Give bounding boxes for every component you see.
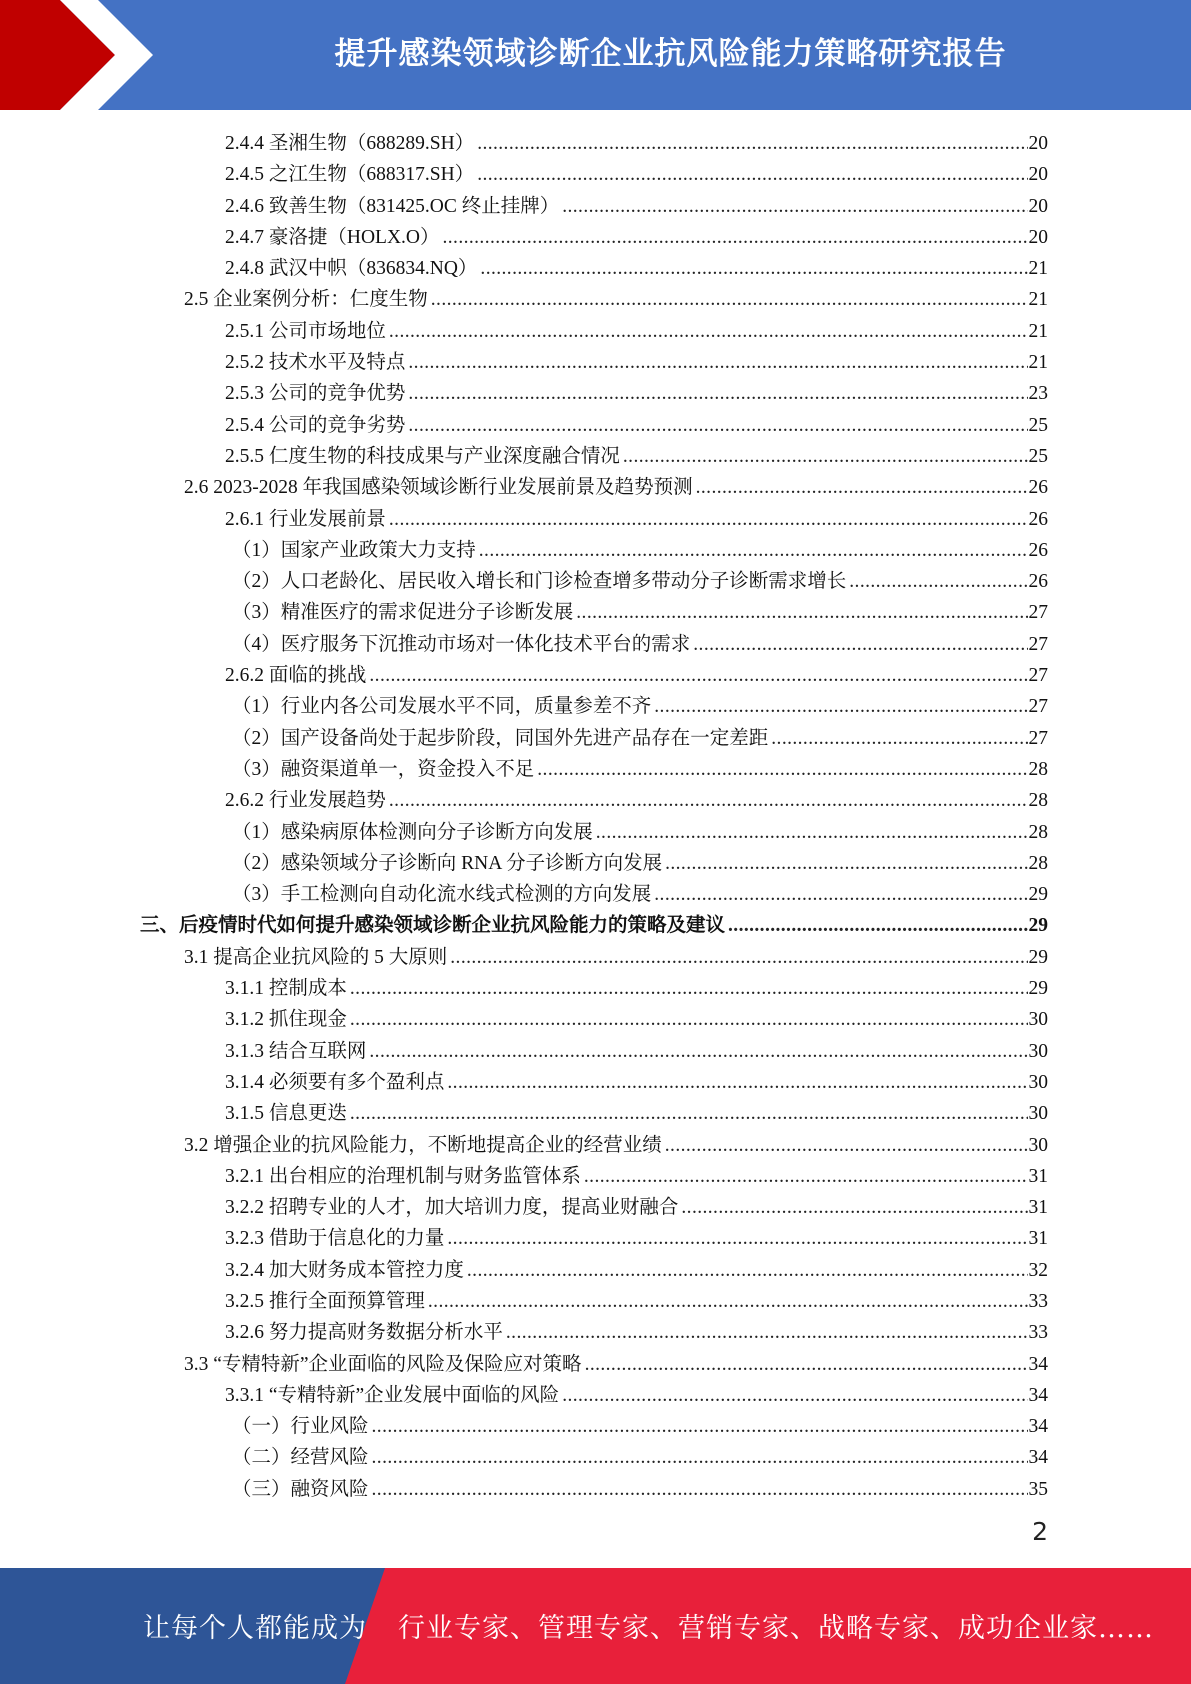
toc-leader-dots <box>389 504 1028 535</box>
toc-entry-page: 29 <box>1028 915 1048 937</box>
toc-leader-dots <box>450 942 1027 973</box>
toc-leader-dots <box>408 378 1027 409</box>
toc-entry-page: 26 <box>1028 539 1048 561</box>
toc-entry-label: 2.5.4 公司的竞争劣势 <box>225 414 406 436</box>
footer-slogan-left: 让每个人都能成为 <box>143 1613 367 1644</box>
toc-leader-dots <box>576 597 1027 628</box>
toc-entry[interactable] <box>140 1067 1048 1098</box>
toc-entry-page: 26 <box>1028 477 1048 499</box>
toc-entry-label: 2.6.2 面临的挑战 <box>225 665 367 687</box>
toc-leader-dots <box>696 472 1028 503</box>
toc-entry-page: 34 <box>1028 1416 1048 1438</box>
toc-entry[interactable] <box>140 191 1048 222</box>
toc-entry-label: （一）行业风险 <box>232 1416 369 1438</box>
toc-entry-label: （三）融资风险 <box>232 1478 369 1500</box>
toc-entry[interactable] <box>140 316 1048 347</box>
toc-entry-page: 21 <box>1028 352 1048 374</box>
toc-entry-label: （2）感染领域分子诊断向 RNA 分子诊断方向发展 <box>232 852 663 874</box>
toc-leader-dots <box>369 660 1027 691</box>
toc-entry[interactable] <box>140 222 1048 253</box>
toc-entry-page: 21 <box>1028 258 1048 280</box>
toc-leader-dots <box>428 1286 1028 1317</box>
toc-entry-label: 三、后疫情时代如何提升感染领域诊断企业抗风险能力的策略及建议 <box>140 915 726 937</box>
toc-entry-label: 3.2 增强企业的抗风险能力，不断地提高企业的经营业绩 <box>184 1134 662 1156</box>
toc-entry-page: 34 <box>1028 1353 1048 1375</box>
toc-entry-label: 3.2.3 借助于信息化的力量 <box>225 1228 445 1250</box>
toc-entry-page: 27 <box>1028 727 1048 749</box>
toc-entry-label: 3.2.5 推行全面预算管理 <box>225 1290 425 1312</box>
toc-leader-dots <box>585 1349 1028 1380</box>
page-header <box>0 0 1191 110</box>
toc-leader-dots <box>654 691 1027 722</box>
toc-entry-label: 3.1.1 控制成本 <box>225 978 347 1000</box>
toc-entry-page: 20 <box>1028 195 1048 217</box>
toc-leader-dots <box>681 1192 1027 1223</box>
toc-entry-page: 25 <box>1028 414 1048 436</box>
toc-entry-label: （2）人口老龄化、居民收入增长和门诊检查增多带动分子诊断需求增长 <box>232 571 847 593</box>
toc-entry[interactable] <box>140 535 1048 566</box>
toc-entry-page: 21 <box>1028 289 1048 311</box>
toc-leader-dots <box>372 1442 1028 1473</box>
toc-entry[interactable] <box>140 504 1048 535</box>
toc-leader-dots <box>372 1474 1028 1505</box>
toc-entry-label: （1）感染病原体检测向分子诊断方向发展 <box>232 821 593 843</box>
toc-entry[interactable] <box>140 910 1048 941</box>
toc-entry-label: 3.3 “专精特新”企业面临的风险及保险应对策略 <box>184 1353 582 1375</box>
toc-entry-page: 27 <box>1028 665 1048 687</box>
toc-leader-dots <box>447 1067 1027 1098</box>
toc-entry[interactable] <box>140 159 1048 190</box>
toc-entry[interactable] <box>140 754 1048 785</box>
toc-entry-label: 3.2.1 出台相应的治理机制与财务监管体系 <box>225 1165 581 1187</box>
toc-leader-dots <box>372 1411 1028 1442</box>
toc-entry-label: 2.5.2 技术水平及特点 <box>225 352 406 374</box>
toc-entry[interactable] <box>140 817 1048 848</box>
toc-leader-dots <box>467 1255 1028 1286</box>
toc-entry[interactable] <box>140 879 1048 910</box>
toc-entry[interactable] <box>140 1098 1048 1129</box>
footer-slogan-right: 行业专家、管理专家、营销专家、战略专家、成功企业家…… <box>398 1613 1154 1644</box>
toc-entry-page: 32 <box>1028 1259 1048 1281</box>
toc-entry-label: 3.2.4 加大财务成本管控力度 <box>225 1259 464 1281</box>
toc-leader-dots <box>477 128 1027 159</box>
toc-entry-page: 30 <box>1028 1071 1048 1093</box>
toc-entry-label: 2.6.1 行业发展前景 <box>225 508 386 530</box>
toc-leader-dots <box>665 848 1027 879</box>
toc-entry[interactable] <box>140 378 1048 409</box>
toc-leader-dots <box>447 1223 1027 1254</box>
toc-leader-dots <box>369 1036 1027 1067</box>
toc-entry-page: 29 <box>1028 978 1048 1000</box>
toc-leader-dots <box>728 910 1027 941</box>
toc-entry-label: 2.4.7 豪洛捷（HOLX.O） <box>225 226 440 248</box>
toc-leader-dots <box>584 1161 1028 1192</box>
toc-entry-page: 28 <box>1028 790 1048 812</box>
toc-leader-dots <box>408 347 1027 378</box>
toc-entry-page: 33 <box>1028 1290 1048 1312</box>
toc-entry-page: 27 <box>1028 696 1048 718</box>
toc-entry[interactable] <box>140 410 1048 441</box>
toc-leader-dots <box>562 1380 1027 1411</box>
toc-entry[interactable] <box>140 785 1048 816</box>
toc-entry-label: （3）手工检测向自动化流水线式检测的方向发展 <box>232 884 652 906</box>
toc-entry-page: 28 <box>1028 821 1048 843</box>
report-title: 提升感染领域诊断企业抗风险能力策略研究报告 <box>334 36 1007 72</box>
toc-entry[interactable] <box>140 1161 1048 1192</box>
toc-leader-dots <box>389 316 1028 347</box>
toc-entry-label: 2.4.5 之江生物（688317.SH） <box>225 164 475 186</box>
toc-entry[interactable] <box>140 691 1048 722</box>
toc-entry-page: 23 <box>1028 383 1048 405</box>
toc-entry-label: 3.2.2 招聘专业的人才，加大培训力度，提高业财融合 <box>225 1197 679 1219</box>
toc-entry[interactable] <box>140 597 1048 628</box>
toc-entry-label: 2.5.5 仁度生物的科技成果与产业深度融合情况 <box>225 445 620 467</box>
toc-entry-page: 31 <box>1028 1197 1048 1219</box>
toc-entry-page: 31 <box>1028 1228 1048 1250</box>
toc-leader-dots <box>537 754 1027 785</box>
toc-entry-page: 29 <box>1028 946 1048 968</box>
toc-leader-dots <box>479 535 1028 566</box>
page-footer <box>0 1568 1191 1684</box>
toc-leader-dots <box>408 410 1027 441</box>
toc-entry[interactable] <box>140 723 1048 754</box>
toc-leader-dots <box>506 1317 1028 1348</box>
toc-entry-page: 21 <box>1028 320 1048 342</box>
toc-entry-page: 20 <box>1028 164 1048 186</box>
toc-entry-page: 30 <box>1028 1040 1048 1062</box>
toc-entry[interactable] <box>140 253 1048 284</box>
table-of-contents <box>140 128 1048 1505</box>
toc-leader-dots <box>443 222 1028 253</box>
toc-entry-label: 3.1.3 结合互联网 <box>225 1040 367 1062</box>
toc-entry-page: 27 <box>1028 602 1048 624</box>
toc-entry-page: 30 <box>1028 1134 1048 1156</box>
toc-leader-dots <box>771 723 1027 754</box>
toc-entry[interactable] <box>140 1349 1048 1380</box>
toc-entry[interactable] <box>140 472 1048 503</box>
toc-entry-page: 28 <box>1028 852 1048 874</box>
toc-entry[interactable] <box>140 1411 1048 1442</box>
toc-entry-label: 2.6.2 行业发展趋势 <box>225 790 386 812</box>
toc-entry[interactable] <box>140 660 1048 691</box>
toc-entry[interactable] <box>140 1286 1048 1317</box>
toc-entry-label: 3.1.4 必须要有多个盈利点 <box>225 1071 445 1093</box>
toc-leader-dots <box>623 441 1028 472</box>
toc-entry-page: 27 <box>1028 633 1048 655</box>
toc-entry-page: 20 <box>1028 133 1048 154</box>
toc-entry-label: 3.1.2 抓住现金 <box>225 1009 347 1031</box>
toc-entry[interactable] <box>140 566 1048 597</box>
toc-entry[interactable] <box>140 629 1048 660</box>
toc-entry-page: 26 <box>1028 508 1048 530</box>
toc-leader-dots <box>389 785 1028 816</box>
toc-leader-dots <box>849 566 1027 597</box>
toc-entry[interactable] <box>140 1223 1048 1254</box>
toc-entry-page: 33 <box>1028 1322 1048 1344</box>
toc-entry-page: 31 <box>1028 1165 1048 1187</box>
page-number: 2 <box>1032 1517 1048 1546</box>
toc-entry[interactable] <box>140 1474 1048 1505</box>
toc-entry[interactable] <box>140 942 1048 973</box>
toc-entry[interactable] <box>140 1130 1048 1161</box>
toc-entry-label: 2.4.6 致善生物（831425.OC 终止挂牌） <box>225 195 560 217</box>
toc-entry-page: 25 <box>1028 445 1048 467</box>
toc-entry[interactable] <box>140 1317 1048 1348</box>
toc-leader-dots <box>350 1004 1028 1035</box>
toc-entry[interactable] <box>140 128 1048 159</box>
toc-entry-label: （3）融资渠道单一，资金投入不足 <box>232 758 535 780</box>
toc-leader-dots <box>350 1098 1028 1129</box>
toc-entry-page: 26 <box>1028 571 1048 593</box>
toc-entry-label: 3.1 提高企业抗风险的 5 大原则 <box>184 946 448 968</box>
toc-entry-label: （1）行业内各公司发展水平不同，质量参差不齐 <box>232 696 652 718</box>
toc-leader-dots <box>480 253 1027 284</box>
toc-entry-page: 30 <box>1028 1009 1048 1031</box>
toc-leader-dots <box>693 629 1027 660</box>
toc-entry-label: （1）国家产业政策大力支持 <box>232 539 476 561</box>
toc-leader-dots <box>654 879 1027 910</box>
toc-entry-label: （3）精准医疗的需求促进分子诊断发展 <box>232 602 574 624</box>
toc-entry-page: 20 <box>1028 226 1048 248</box>
toc-leader-dots <box>477 159 1027 190</box>
toc-entry-label: （4）医疗服务下沉推动市场对一体化技术平台的需求 <box>232 633 691 655</box>
toc-entry[interactable] <box>140 347 1048 378</box>
toc-entry-page: 29 <box>1028 884 1048 906</box>
toc-entry-label: 2.4.8 武汉中帜（836834.NQ） <box>225 258 478 280</box>
toc-entry[interactable] <box>140 1442 1048 1473</box>
toc-entry[interactable] <box>140 284 1048 315</box>
toc-entry-page: 34 <box>1028 1384 1048 1406</box>
toc-leader-dots <box>431 284 1028 315</box>
toc-entry-label: 2.5.1 公司市场地位 <box>225 320 386 342</box>
toc-leader-dots <box>350 973 1028 1004</box>
toc-entry-label: （2）国产设备尚处于起步阶段，同国外先进产品存在一定差距 <box>232 727 769 749</box>
toc-entry-label: 3.3.1 “专精特新”企业发展中面临的风险 <box>225 1384 560 1406</box>
toc-entry[interactable] <box>140 1255 1048 1286</box>
toc-entry-label: 2.5 企业案例分析：仁度生物 <box>184 289 428 311</box>
toc-entry-page: 30 <box>1028 1103 1048 1125</box>
toc-entry-page: 35 <box>1028 1478 1048 1500</box>
toc-entry-label: 2.4.4 圣湘生物（688289.SH） <box>225 133 475 154</box>
toc-entry-page: 28 <box>1028 758 1048 780</box>
toc-entry-label: （二）经营风险 <box>232 1447 369 1469</box>
toc-entry[interactable] <box>140 1036 1048 1067</box>
toc-entry[interactable] <box>140 973 1048 1004</box>
toc-entry-label: 2.6 2023-2028 年我国感染领域诊断行业发展前景及趋势预测 <box>184 477 693 499</box>
toc-entry[interactable] <box>140 1004 1048 1035</box>
toc-entry[interactable] <box>140 1192 1048 1223</box>
toc-entry-label: 3.1.5 信息更迭 <box>225 1103 347 1125</box>
toc-entry-page: 34 <box>1028 1447 1048 1469</box>
toc-entry-label: 2.5.3 公司的竞争优势 <box>225 383 406 405</box>
toc-entry-label: 3.2.6 努力提高财务数据分析水平 <box>225 1322 503 1344</box>
toc-leader-dots <box>562 191 1027 222</box>
toc-leader-dots <box>665 1130 1028 1161</box>
toc-leader-dots <box>596 817 1028 848</box>
toc-entry[interactable] <box>140 848 1048 879</box>
toc-entry[interactable] <box>140 1380 1048 1411</box>
toc-entry[interactable] <box>140 441 1048 472</box>
